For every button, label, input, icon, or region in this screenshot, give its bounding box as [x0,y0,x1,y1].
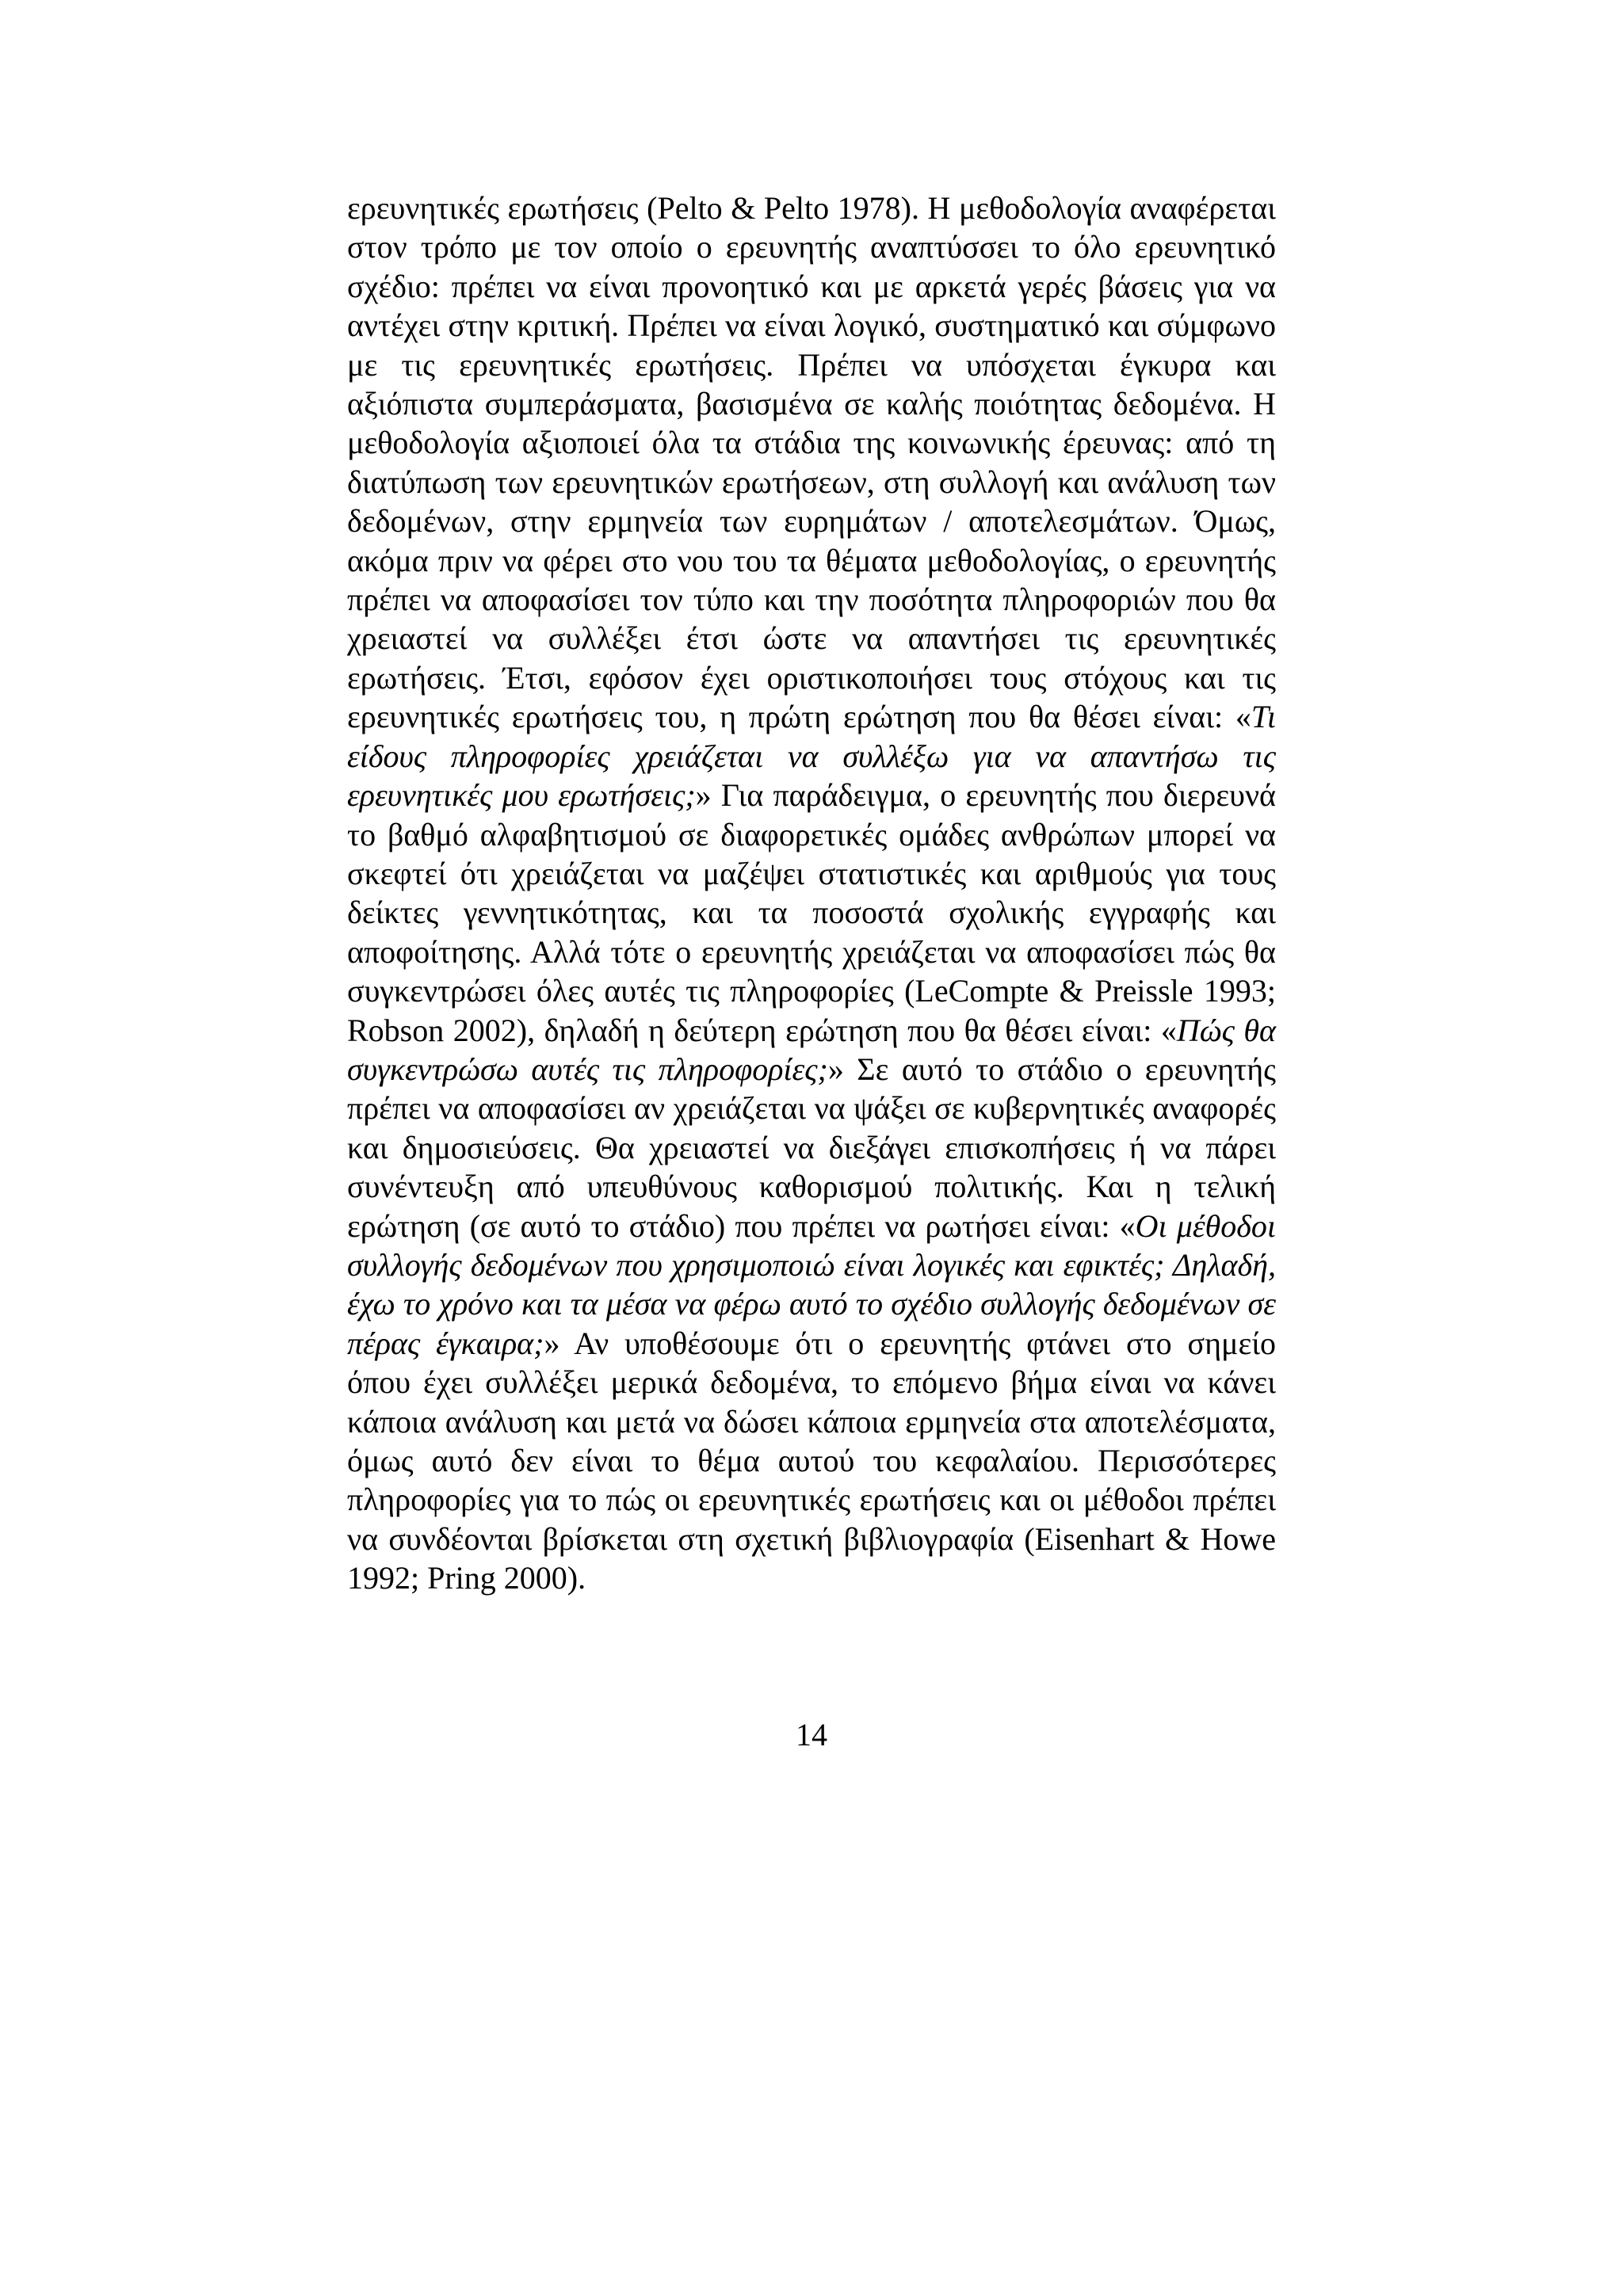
italic-question: Τι είδους πληροφορίες χρειάζεται να συλλέξω για να απαντήσω τις ερευνητικές μου ερωτήσεις; [347,699,1276,814]
text-segment: » Σε αυτό το στάδιο ο ερευνητής πρέπει να αποφασίσει αν χρειάζεται να ψάξει σε κυβερνητικές αναφορές και δημοσιεύσεις. Θα χρειαστεί να διεξάγει επισκοπήσεις ή να πάρει συνέντευξη από υπευθύνους καθορισμού πολιτικής. Και η τελική ερώτηση (σε αυτό το στάδιο) που πρέπει να ρωτήσει είναι: « [347,1051,1276,1244]
italic-question: Οι μέθοδοι συλλογής δεδομένων που χρησιμοποιώ είναι λογικές και εφικτές; Δηλαδή, έχω το χρόνο και τα μέσα να φέρω αυτό το σχέδιο συλλογής δεδομένων σε πέρας έγκαιρα; [347,1207,1276,1361]
page-number: 14 [796,1717,827,1753]
italic-question: Πώς θα συγκεντρώσω αυτές τις πληροφορίες; [347,1012,1277,1087]
text-segment: ερευνητικές ερωτήσεις (Pelto & Pelto 1978). Η μεθοδολογία αναφέρεται στον τρόπο με τον οποίο ο ερευνητής αναπτύσσει το όλο ερευνητικό σχέδιο: πρέπει να είναι προνοητικό και με αρκετά γερές βάσεις για να αντέχει στην κριτική. Πρέπει να είναι λογικό, συστηματικό και σύμφωνο με τις ερευνητικές ερωτήσεις. Πρέπει να υπόσχεται έγκυρα και αξιόπιστα συμπεράσματα, βασισμένα σε καλής ποιότητας δεδομένα. Η μεθοδολογία αξιοποιεί όλα τα στάδια της κοινωνικής έρευνας: από τη διατύπωση των ερευνητικών ερωτήσεων, στη συλλογή και ανάλυση των δεδομένων, στην ερμηνεία των ευρημάτων / αποτελεσμάτων. Όμως, ακόμα πριν να φέρει στο νου του τα θέματα μεθοδολογίας, ο ερευνητής πρέπει να αποφασίσει τον τύπο και την ποσότητα πληροφοριών που θα χρειαστεί να συλλέξει έτσι ώστε να απαντήσει τις ερευνητικές ερωτήσεις. Έτσι, εφόσον έχει οριστικοποιήσει τους στόχους και τις ερευνητικές ερωτήσεις του, η πρώτη ερώτηση που θα θέσει είναι: « [347,190,1276,735]
text-segment: » Αν υποθέσουμε ότι ο ερευνητής φτάνει στο σημείο όπου έχει συλλέξει μερικά δεδομένα, το επόμενο βήμα είναι να κάνει κάποια ανάλυση και μετά να δώσει κάποια ερμηνεία στα αποτελέσματα, όμως αυτό δεν είναι το θέμα αυτού του κεφαλαίου. Περισσότερες πληροφορίες για το πώς οι ερευνητικές ερωτήσεις και οι μέθοδοι πρέπει να συνδέονται βρίσκεται στη σχετική βιβλιογραφία (Eisenhart & Howe 1992; Pring 2000). [347,1325,1276,1596]
text-segment: » Για παράδειγμα, ο ερευνητής που διερευνά το βαθμό αλφαβητισμού σε διαφορετικές ομάδες ανθρώπων μπορεί να σκεφτεί ότι χρειάζεται να μαζέψει στατιστικές και αριθμούς για τους δείκτες γεννητικότητας, και τα ποσοστά σχολικής εγγραφής και αποφοίτησης. Αλλά τότε ο ερευνητής χρειάζεται να αποφασίσει πώς θα συγκεντρώσει όλες αυτές τις πληροφορίες (LeCompte & Preissle 1993; Robson 2002), δηλαδή η δεύτερη ερώτηση που θα θέσει είναι: « [347,777,1276,1048]
body-paragraph [347,189,1276,1598]
